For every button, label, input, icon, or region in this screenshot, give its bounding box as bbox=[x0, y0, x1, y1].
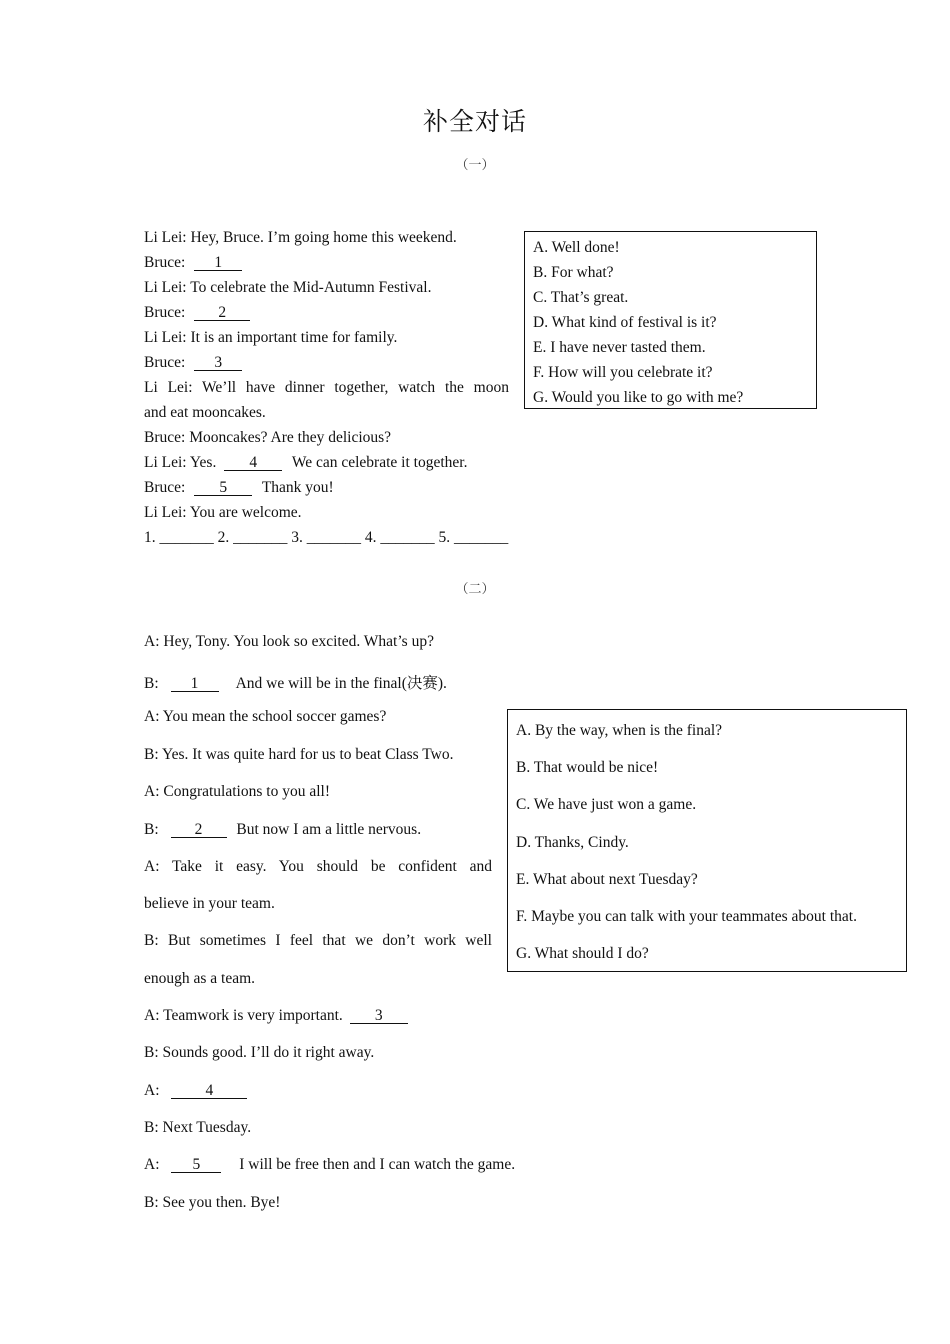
dialogue-line: A: 5 I will be free then and I can watch the game. bbox=[144, 1156, 516, 1173]
option-c: C. That’s great. bbox=[533, 289, 629, 306]
answer-blank[interactable]: 3 bbox=[194, 355, 242, 371]
answer-blank[interactable]: 5 bbox=[171, 1157, 221, 1173]
answer-blank[interactable]: 1 bbox=[194, 255, 242, 271]
dialogue-line: Bruce: 3 bbox=[144, 354, 242, 372]
answer-blank[interactable]: 4 bbox=[224, 455, 282, 471]
option-e: E. I have never tasted them. bbox=[533, 339, 706, 356]
option-g: G. What should I do? bbox=[516, 945, 649, 962]
answer-blank[interactable]: 4 bbox=[171, 1083, 247, 1099]
option-b: B. For what? bbox=[533, 264, 614, 281]
dialogue-line: A: You mean the school soccer games? bbox=[144, 708, 387, 725]
dialogue-line: Bruce: Mooncakes? Are they delicious? bbox=[144, 429, 392, 446]
option-d: D. Thanks, Cindy. bbox=[516, 834, 629, 851]
answer-blank[interactable]: 2 bbox=[171, 822, 227, 838]
dialogue-line: Bruce: 5 Thank you! bbox=[144, 479, 334, 496]
option-d: D. What kind of festival is it? bbox=[533, 314, 717, 331]
answer-blank[interactable]: 3 bbox=[350, 1008, 408, 1024]
dialogue-line: Li Lei: You are welcome. bbox=[144, 504, 302, 521]
option-c: C. We have just won a game. bbox=[516, 796, 697, 813]
dialogue-line: enough as a team. bbox=[144, 970, 256, 987]
dialogue-line: A: 4 bbox=[144, 1082, 247, 1100]
option-f: F. How will you celebrate it? bbox=[533, 364, 713, 381]
dialogue-line: Bruce: 1 bbox=[144, 254, 242, 272]
section-heading-2: （二） bbox=[455, 582, 495, 597]
dialogue-line: B: But sometimes I feel that we don’t work well bbox=[144, 932, 492, 949]
dialogue-line: B: Sounds good. I’ll do it right away. bbox=[144, 1044, 375, 1061]
dialogue-line: Li Lei: Yes. 4 We can celebrate it together. bbox=[144, 454, 468, 471]
dialogue-line: A: Congratulations to you all! bbox=[144, 783, 330, 800]
section-heading-1: （一） bbox=[455, 158, 495, 173]
dialogue-line: B: Yes. It was quite hard for us to beat Class Two. bbox=[144, 746, 454, 763]
option-f: F. Maybe you can talk with your teammates about that. bbox=[516, 908, 857, 925]
option-a: A. By the way, when is the final? bbox=[516, 722, 723, 739]
dialogue-line: A: Teamwork is very important. 3 bbox=[144, 1007, 408, 1025]
dialogue-line: A: Take it easy. You should be confident and bbox=[144, 858, 492, 875]
option-b: B. That would be nice! bbox=[516, 759, 659, 776]
answer-blank[interactable]: 2 bbox=[194, 305, 250, 321]
options-box-2 bbox=[507, 709, 907, 972]
answer-blank[interactable]: 5 bbox=[194, 480, 252, 496]
dialogue-line: Li Lei: To celebrate the Mid-Autumn Festival. bbox=[144, 279, 432, 296]
dialogue-line: Li Lei: It is an important time for family. bbox=[144, 329, 398, 346]
dialogue-line: Li Lei: Hey, Bruce. I’m going home this weekend. bbox=[144, 229, 457, 246]
option-g: G. Would you like to go with me? bbox=[533, 389, 744, 406]
option-a: A. Well done! bbox=[533, 239, 620, 256]
dialogue-line: and eat mooncakes. bbox=[144, 404, 266, 421]
options-box-1 bbox=[524, 231, 817, 409]
dialogue-line: B: Next Tuesday. bbox=[144, 1119, 252, 1136]
dialogue-line: Bruce: 2 bbox=[144, 304, 250, 322]
option-e: E. What about next Tuesday? bbox=[516, 871, 698, 888]
dialogue-line: believe in your team. bbox=[144, 895, 275, 912]
dialogue-line: B: See you then. Bye! bbox=[144, 1194, 281, 1211]
dialogue-line: Li Lei: We’ll have dinner together, watch the moon bbox=[144, 379, 509, 396]
page-title: 补全对话 bbox=[422, 107, 527, 136]
dialogue-line: A: Hey, Tony. You look so excited. What’s up? bbox=[144, 633, 434, 650]
dialogue-line: B: 1 And we will be in the final(决赛). bbox=[144, 675, 447, 692]
dialogue-line: B: 2 But now I am a little nervous. bbox=[144, 821, 422, 838]
answer-blank[interactable]: 1 bbox=[171, 676, 219, 692]
answer-line[interactable]: 1. _______ 2. _______ 3. _______ 4. _______ 5. _______ bbox=[144, 529, 509, 546]
